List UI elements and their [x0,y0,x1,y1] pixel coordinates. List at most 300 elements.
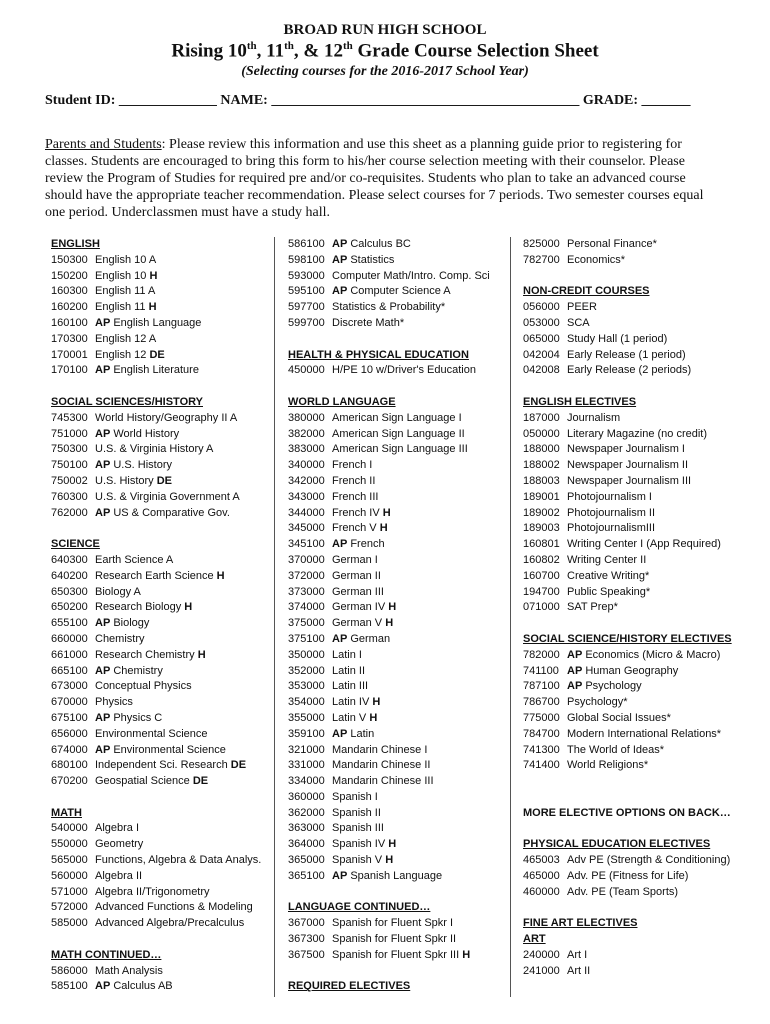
course-row [523,743,763,759]
course-code: 762000 [51,506,88,519]
spacer [51,932,269,948]
course-code: 373000 [288,585,325,598]
course-code: 240000 [523,948,560,961]
section-heading: HEALTH & PHYSICAL EDUCATION [288,348,469,361]
course-code: 360000 [288,790,325,803]
course-code: 241000 [523,964,560,977]
spacer [51,790,269,806]
course-code: 050000 [523,427,560,440]
course-row [523,521,763,537]
course-code: 374000 [288,601,325,614]
course-level: DE [149,348,165,361]
course-code: 595100 [288,285,325,298]
section-heading: ENGLISH ELECTIVES [523,395,637,408]
course-name: Statistics & Probability* [332,301,446,314]
course-name: German [347,632,391,645]
course-prefix: AP [95,459,111,472]
course-name: Physics C [110,711,163,724]
course-name: Newspaper Journalism I [567,443,685,456]
course-name: Latin III [332,680,369,693]
course-name: Chemistry [110,664,163,677]
course-name: Study Hall (1 period) [567,332,668,345]
course-row [523,648,763,664]
course-name: World Religions* [567,759,649,772]
course-row [288,790,506,806]
course-level: H [379,522,388,535]
course-code: 465000 [523,869,560,882]
course-name: Spanish for Fluent Spkr III [332,948,463,961]
course-row [288,743,506,759]
course-name: English 10 [95,269,150,282]
course-name: Personal Finance* [567,238,657,250]
course-name: Adv. PE (Team Sports) [567,885,679,898]
course-code: 367500 [288,948,325,961]
course-code: 680100 [51,759,88,772]
course-row [523,411,763,427]
course-name: Adv. PE (Fitness for Life) [567,869,689,882]
course-code: 375100 [288,632,325,645]
course-row [523,300,763,316]
course-code: 655100 [51,617,88,630]
course-row [51,727,269,743]
course-code: 665100 [51,664,88,677]
course-code: 189003 [523,522,560,535]
course-row [288,711,506,727]
course-name: Newspaper Journalism II [567,459,689,472]
course-name: Spanish III [332,822,384,835]
course-name: Research Earth Science [95,569,217,582]
course-name: Mandarin Chinese II [332,759,431,772]
course-code: 760300 [51,490,88,503]
course-name: Math Analysis [95,964,163,977]
course-code: 367000 [288,917,325,930]
spacer [523,269,763,285]
course-level: H [369,711,378,724]
course-row [523,458,763,474]
course-prefix: AP [332,538,348,551]
course-prefix: AP [95,364,111,377]
page-subtitle: (Selecting courses for the 2016-2017 School Year) [241,64,529,79]
course-row [51,916,269,932]
course-code: 188000 [523,443,560,456]
course-prefix: AP [332,253,348,266]
section-heading: SCIENCE [51,538,100,551]
course-row [523,853,763,869]
course-name: Geometry [95,838,144,851]
course-name: Mandarin Chinese I [332,743,428,756]
course-code: 353000 [288,680,325,693]
course-name: English 10 A [95,253,157,266]
course-prefix: AP [95,316,111,329]
course-row [288,490,506,506]
intro-text: : Please review this information and use this sheet as a planning guide prior to registering for classes. Students are encouraged to bring this form to his/her course selection meeting with their counselor. Please review the Program of Studies for required pre and/or co-requisites. Students who plan to take an advanced course should have the appropriate teacher recommendation. Please select courses for 7 periods. Two semester courses equal one period. Underclassmen must have a study hall. [45,137,704,220]
course-code: 160700 [523,569,560,582]
course-level: H [388,601,397,614]
course-row [288,237,506,253]
course-name: Global Social Issues* [567,711,671,724]
course-name: World History [110,427,180,440]
course-name: H/PE 10 w/Driver's Education [332,364,476,377]
course-code: 160802 [523,553,560,566]
course-row [51,711,269,727]
course-name: French [347,538,385,551]
course-code: 782700 [523,253,560,266]
course-name: Research Chemistry [95,648,198,661]
course-prefix: AP [95,664,111,677]
course-row [288,774,506,790]
course-code: 170001 [51,348,88,361]
course-row [51,885,269,901]
course-row [51,253,269,269]
course-code: 599700 [288,316,325,329]
course-name: Spanish Language [347,869,443,882]
course-code: 042008 [523,364,560,377]
course-code: 786700 [523,696,560,709]
spacer [51,521,269,537]
section-heading: SOCIAL SCIENCES/HISTORY [51,395,203,408]
course-row [523,711,763,727]
course-code: 656000 [51,727,88,740]
course-name: Latin II [332,664,366,677]
course-level: H [184,601,193,614]
course-row [288,648,506,664]
course-name: Mandarin Chinese III [332,775,434,788]
course-name: Photojournalism II [567,506,656,519]
course-code: 053000 [523,316,560,329]
course-name: English 12 A [95,332,157,345]
course-name: Writing Center II [567,553,647,566]
course-row [51,758,269,774]
course-prefix: AP [567,648,583,661]
course-code: 661000 [51,648,88,661]
course-row [51,411,269,427]
course-code: 370000 [288,553,325,566]
course-code: 640200 [51,569,88,582]
course-name: U.S. & Virginia History A [95,443,214,456]
course-code: 741400 [523,759,560,772]
course-row [288,474,506,490]
course-code: 189002 [523,506,560,519]
course-row [523,758,763,774]
course-code: 660000 [51,632,88,645]
course-code: 586000 [51,964,88,977]
course-name: French I [332,459,373,472]
course-prefix: AP [95,711,111,724]
course-code: 352000 [288,664,325,677]
course-level: H [149,269,158,282]
course-row [288,758,506,774]
course-code: 585100 [51,980,88,993]
section-heading: ART [523,933,546,946]
course-code: 321000 [288,743,325,756]
course-row [288,442,506,458]
course-name: English 12 [95,348,150,361]
course-row [288,616,506,632]
course-row [51,964,269,980]
course-name: German IV [332,601,389,614]
course-name: Latin V [332,711,370,724]
course-code: 343000 [288,490,325,503]
course-code: 751000 [51,427,88,440]
course-code: 741300 [523,743,560,756]
course-code: 382000 [288,427,325,440]
course-name: Human Geography [582,664,679,677]
course-row [288,821,506,837]
course-row [523,474,763,490]
course-level: DE [156,474,173,487]
course-row [51,853,269,869]
course-row [523,569,763,585]
course-name: Spanish II [332,806,381,819]
section-heading: LANGUAGE CONTINUED… [288,901,431,914]
course-row [288,537,506,553]
course-name: French III [332,490,379,503]
course-name: U.S. History [95,474,157,487]
section-heading: ENGLISH [51,238,100,250]
course-row [288,806,506,822]
course-name: Art I [567,948,588,961]
course-code: 460000 [523,885,560,898]
course-row [523,664,763,680]
course-code: 825000 [523,238,560,250]
section-heading: MATH CONTINUED… [51,948,162,961]
course-code: 550000 [51,838,88,851]
course-name: Literary Magazine (no credit) [567,427,708,440]
course-level: H [216,569,225,582]
course-row [51,869,269,885]
course-name: Statistics [347,253,395,266]
course-prefix: AP [332,632,348,645]
course-code: 189001 [523,490,560,503]
course-name: Biology A [95,585,141,598]
course-code: 160100 [51,316,88,329]
course-code: 362000 [288,806,325,819]
course-row [51,648,269,664]
course-name: Calculus BC [347,238,411,250]
course-code: 372000 [288,569,325,582]
course-code: 375000 [288,617,325,630]
course-row [51,284,269,300]
course-name: PhotojournalismIII [567,522,656,535]
course-code: 364000 [288,838,325,851]
course-row [288,569,506,585]
course-level: DE [192,775,209,788]
course-name: French IV [332,506,383,519]
course-name: Spanish V [332,854,386,867]
spacer [523,774,763,790]
course-row [523,253,763,269]
course-name: English Language [110,316,202,329]
course-code: 065000 [523,332,560,345]
course-name: German III [332,585,384,598]
course-row [288,853,506,869]
spacer [288,379,506,395]
course-code: 380000 [288,411,325,424]
course-code: 367300 [288,933,325,946]
course-row [51,269,269,285]
section-heading: WORLD LANGUAGE [288,395,396,408]
course-name: Early Release (1 period) [567,348,686,361]
course-row [51,569,269,585]
course-level: H [382,506,391,519]
course-name: Independent Sci. Research [95,759,231,772]
course-name: Algebra II/Trigonometry [95,885,210,898]
course-code: 342000 [288,474,325,487]
course-name: Spanish for Fluent Spkr I [332,917,454,930]
course-name: German I [332,553,378,566]
course-prefix: AP [567,680,583,693]
course-code: 345000 [288,522,325,535]
course-row [51,837,269,853]
course-code: 670200 [51,775,88,788]
course-name: American Sign Language III [332,443,468,456]
course-code: 042004 [523,348,560,361]
section-heading: NON-CREDIT COURSES [523,285,650,298]
course-code: 383000 [288,443,325,456]
course-level: H [197,648,206,661]
course-row [51,458,269,474]
course-code: 465003 [523,854,560,867]
course-row [288,300,506,316]
course-row [523,695,763,711]
course-code: 650300 [51,585,88,598]
course-name: French V [332,522,380,535]
course-row [288,585,506,601]
course-prefix: AP [567,664,583,677]
course-code: 350000 [288,648,325,661]
course-code: 745300 [51,411,88,424]
course-code: 750100 [51,459,88,472]
course-code: 355000 [288,711,325,724]
course-row [51,553,269,569]
course-row [288,679,506,695]
course-code: 188002 [523,459,560,472]
course-name: English 11 [95,301,149,314]
course-name: Biology [110,617,150,630]
course-name: Latin I [332,648,362,661]
course-row [288,600,506,616]
course-name: Spanish for Fluent Spkr II [332,933,457,946]
course-name: Advanced Functions & Modeling [95,901,253,914]
course-name: Public Speaking* [567,585,651,598]
course-code: 160200 [51,301,88,314]
course-column-1 [51,237,269,995]
course-name: English Literature [110,364,199,377]
course-code: 359100 [288,727,325,740]
course-code: 675100 [51,711,88,724]
course-code: 365100 [288,869,325,882]
course-prefix: AP [95,617,111,630]
course-code: 354000 [288,696,325,709]
course-name: Algebra II [95,869,143,882]
course-row [288,916,506,932]
course-prefix: AP [95,743,111,756]
course-name: SCA [567,316,590,329]
course-name: Newspaper Journalism III [567,474,692,487]
course-name: Chemistry [95,632,145,645]
course-name: Calculus AB [110,980,173,993]
course-row [51,332,269,348]
course-level: H [462,948,471,961]
course-name: Conceptual Physics [95,680,192,693]
course-row [51,743,269,759]
spacer [523,900,763,916]
course-code: 674000 [51,743,88,756]
course-row [288,837,506,853]
spacer [51,379,269,395]
course-name: German II [332,569,381,582]
course-row [288,695,506,711]
course-name: Modern International Relations* [567,727,722,740]
section-heading: MATH [51,806,82,819]
course-row [523,442,763,458]
course-row [523,600,763,616]
course-code: 741100 [523,664,559,677]
course-row [51,821,269,837]
spacer [523,790,763,806]
course-code: 650200 [51,601,88,614]
course-row [288,253,506,269]
course-row [288,553,506,569]
course-row [51,348,269,364]
course-row [523,585,763,601]
course-name: Computer Science A [347,285,451,298]
course-code: 593000 [288,269,325,282]
course-name: Adv PE (Strength & Conditioning) [567,854,731,867]
course-row [523,316,763,332]
spacer [523,616,763,632]
course-code: 071000 [523,601,560,614]
course-code: 782000 [523,648,560,661]
section-heading: REQUIRED ELECTIVES [288,980,411,993]
course-name: American Sign Language I [332,411,462,424]
course-code: 750300 [51,443,88,456]
course-row [51,585,269,601]
course-name: Environmental Science [110,743,226,756]
course-code: 560000 [51,869,88,882]
course-name: Advanced Algebra/Precalculus [95,917,245,930]
course-row [51,679,269,695]
course-row [523,332,763,348]
course-row [523,237,763,253]
course-row [288,458,506,474]
course-code: 170100 [51,364,88,377]
course-row [523,885,763,901]
course-code: 345100 [288,538,325,551]
course-row [523,537,763,553]
course-code: 597700 [288,301,325,314]
spacer [288,885,506,901]
course-prefix: AP [332,238,348,250]
course-name: French II [332,474,376,487]
section-heading: PHYSICAL EDUCATION ELECTIVES [523,838,711,851]
course-level: H [148,301,157,314]
course-code: 187000 [523,411,560,424]
course-name: Economics (Micro & Macro) [582,648,721,661]
page-title: Rising 10th, 11th, & 12th Grade Course Selection Sheet [171,40,599,62]
course-row [288,664,506,680]
course-code: 673000 [51,680,88,693]
course-row [51,506,269,522]
section-heading: FINE ART ELECTIVES [523,917,638,930]
course-name: American Sign Language II [332,427,465,440]
course-row [51,474,269,490]
course-name: SAT Prep* [567,601,618,614]
course-code: 450000 [288,364,325,377]
course-code: 750002 [51,474,88,487]
course-row [523,869,763,885]
course-code: 572000 [51,901,88,914]
